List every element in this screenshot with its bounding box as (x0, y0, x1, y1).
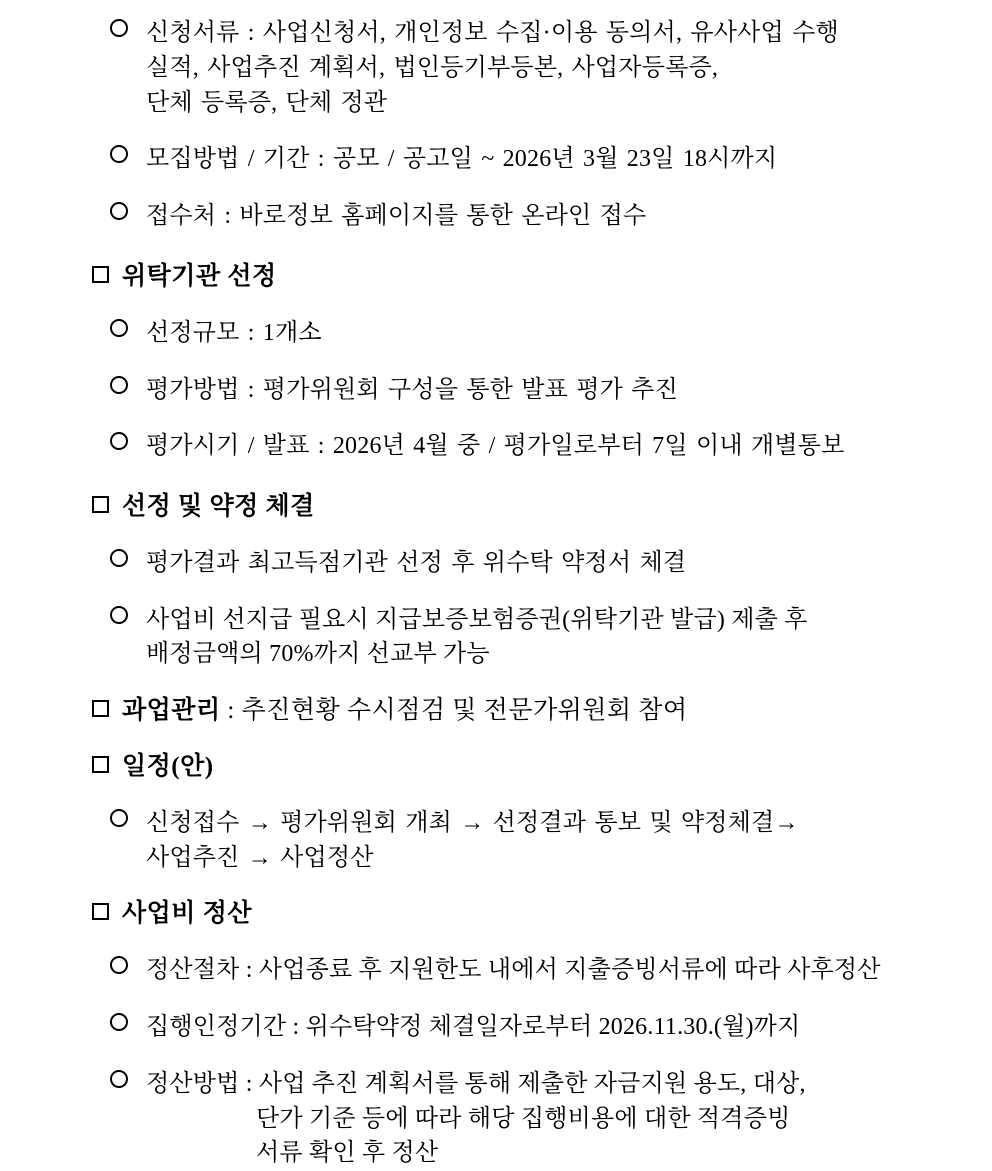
spacer (0, 784, 992, 806)
square-bullet-icon (92, 266, 109, 283)
spacer (0, 1045, 992, 1067)
list-item (0, 16, 992, 120)
circle-bullet-icon (110, 956, 128, 974)
square-bullet-icon (92, 496, 109, 513)
list-item-line: 접수처 : 바로정보 홈페이지를 통한 온라인 접수 (146, 203, 647, 230)
list-item (0, 316, 992, 351)
circle-bullet-icon (110, 1070, 128, 1088)
square-bullet-icon (92, 903, 109, 920)
spacer (0, 728, 992, 750)
section-heading-label: 위탁기관 선정 (122, 262, 277, 290)
list-item-line: 평가결과 최고득점기관 선정 후 위수탁 약정서 체결 (146, 549, 687, 576)
list-item-line: 사업비 선지급 필요시 지급보증보험증권(위탁기관 발급) 제출 후 (146, 606, 808, 633)
spacer (0, 464, 992, 490)
spacer (0, 931, 992, 953)
square-bullet-icon (92, 700, 109, 717)
spacer (0, 672, 992, 694)
list-item (0, 373, 992, 408)
list-item-line: 단체 등록증, 단체 정관 (146, 89, 388, 116)
list-item (0, 546, 992, 581)
list-item-line: 배정금액의 70%까지 선교부 가능 (146, 641, 490, 668)
circle-bullet-icon (110, 549, 128, 567)
circle-bullet-icon (110, 606, 128, 624)
list-item-line: 서류 확인 후 정산 (256, 1140, 439, 1167)
list-item-line: 선정규모 : 1개소 (146, 319, 322, 346)
list-item-line: 사업추진 → 사업정산 (146, 844, 374, 871)
circle-bullet-icon (110, 1013, 128, 1031)
section-heading (0, 750, 992, 784)
spacer (0, 0, 992, 16)
section-heading-label: 일정(안) (122, 753, 214, 781)
list-item (0, 142, 992, 177)
spacer (0, 294, 992, 316)
list-item-line: 평가방법 : 평가위원회 구성을 통한 발표 평가 추진 (146, 376, 678, 403)
square-bullet-icon (92, 756, 109, 773)
section-heading-detail: : 추진현황 수시점검 및 전문가위원회 참여 (220, 697, 688, 725)
spacer (0, 581, 992, 603)
spacer (0, 351, 992, 373)
list-item (0, 953, 992, 988)
list-item (0, 199, 992, 234)
section-heading (0, 694, 992, 728)
list-item-line: 집행인정기간 : 위수탁약정 체결일자로부터 2026.11.30.(월)까지 (146, 1013, 801, 1040)
list-item-line: 정산방법 : 사업 추진 계획서를 통해 제출한 자금지원 용도, 대상, (146, 1070, 806, 1097)
spacer (0, 407, 992, 429)
list-item-line: 단가 기준 등에 따라 해당 집행비용에 대한 적격증빙 (256, 1105, 791, 1132)
list-item (0, 1010, 992, 1045)
section-heading (0, 490, 992, 524)
circle-bullet-icon (110, 19, 128, 37)
list-item (0, 603, 992, 673)
circle-bullet-icon (110, 319, 128, 337)
spacer (0, 988, 992, 1010)
spacer (0, 177, 992, 199)
list-item (0, 1067, 992, 1171)
list-item-line: 정산절차 : 사업종료 후 지원한도 내에서 지출증빙서류에 따라 사후정산 (146, 957, 881, 984)
list-item-line: 신청접수 → 평가위원회 개최 → 선정결과 통보 및 약정체결→ (146, 809, 799, 836)
list-item-line: 실적, 사업추진 계획서, 법인등기부등본, 사업자등록증, (146, 54, 719, 81)
section-heading (0, 897, 992, 931)
list-item-line: 모집방법 / 기간 : 공모 / 공고일 ~ 2026년 3월 23일 18시까지 (146, 146, 778, 173)
circle-bullet-icon (110, 809, 128, 827)
list-item (0, 806, 992, 876)
spacer (0, 120, 992, 142)
section-heading-label: 선정 및 약정 체결 (122, 493, 315, 521)
spacer (0, 875, 992, 897)
section-heading-label: 과업관리 (122, 697, 221, 725)
list-item (0, 429, 992, 464)
list-item-line: 평가시기 / 발표 : 2026년 4월 중 / 평가일로부터 7일 이내 개별통보 (146, 433, 845, 460)
section-heading (0, 260, 992, 294)
spacer (0, 234, 992, 260)
section-heading-label: 사업비 정산 (122, 900, 253, 928)
list-item-line: 신청서류 : 사업신청서, 개인정보 수집·이용 동의서, 유사사업 수행 (146, 20, 839, 46)
circle-bullet-icon (110, 376, 128, 394)
spacer (0, 524, 992, 546)
